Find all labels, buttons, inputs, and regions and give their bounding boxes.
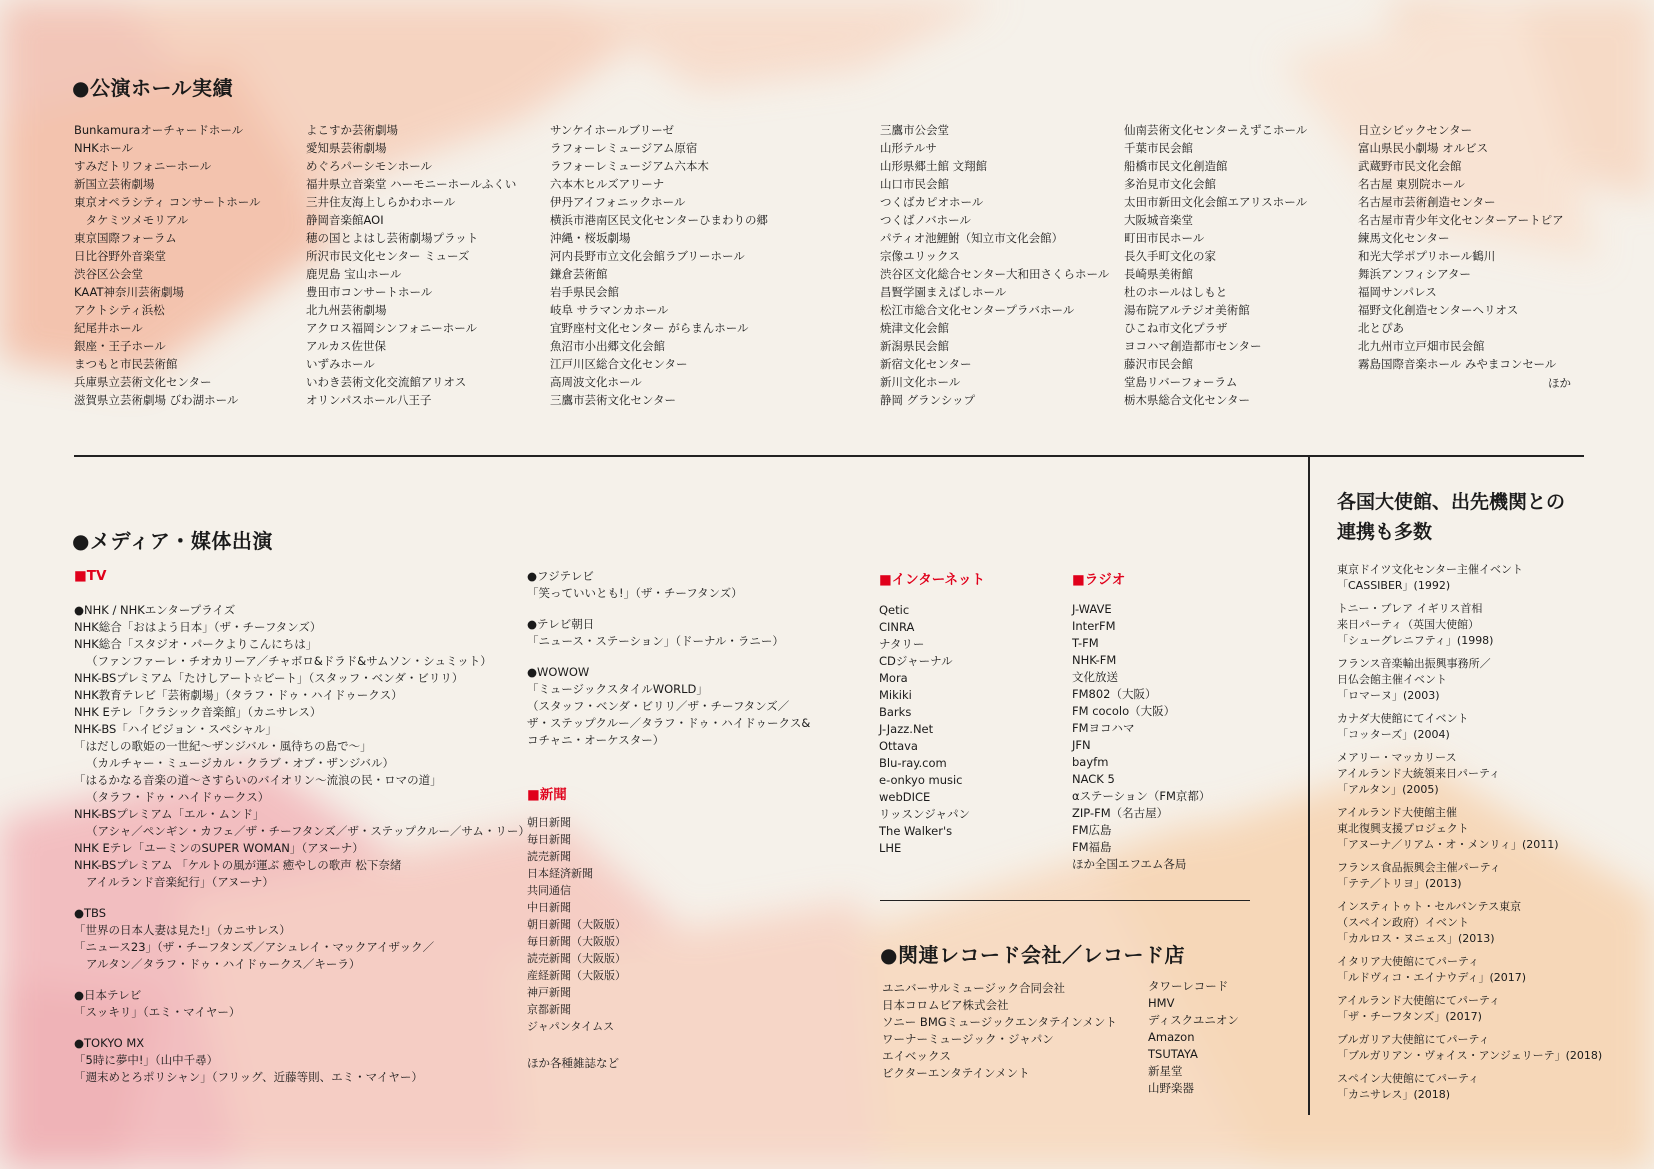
hall-name: 和光大学ポプリホール鶴川 — [1358, 249, 1496, 263]
hall-name: 兵庫県立芸術文化センター — [74, 375, 212, 389]
tv-list-2 — [527, 568, 810, 749]
hall-name: 山口市民会館 — [880, 177, 949, 191]
radio-station-name: bayfm — [1072, 755, 1109, 769]
tv-line: NHK Eテレ「クラシック音楽館」（カニサレス） — [74, 705, 322, 719]
hall-name: 高周波文化ホール — [550, 375, 642, 389]
embassy-entry-line: 「ザ・チーフタンズ」(2017) — [1337, 1010, 1482, 1023]
hall-name: ラフォーレミュージアム六本木 — [550, 159, 709, 173]
radio-station-name: J-WAVE — [1072, 602, 1112, 616]
embassy-entry — [1337, 954, 1602, 986]
record-section-title: ●関連レコード会社／レコード店 — [880, 943, 1185, 967]
newspaper-list — [527, 815, 626, 1036]
newspaper-name: 毎日新聞 — [527, 833, 571, 846]
section-divider — [74, 455, 1584, 457]
tv-line: ●日本テレビ — [74, 988, 142, 1002]
embassy-entry — [1337, 711, 1602, 743]
internet-media-name: リッスンジャパン — [879, 807, 971, 821]
embassy-entry-line: アイルランド大使館主催 — [1337, 806, 1458, 819]
embassy-title-line-2: 連携も多数 — [1337, 521, 1433, 543]
radio-station-name: JFN — [1072, 738, 1091, 752]
newspaper-name: 中日新聞 — [527, 901, 571, 914]
hall-name: 宜野座村文化センター がらまんホール — [550, 321, 749, 335]
tv-line: アイルランド音楽紀行」（アヌーナ） — [86, 875, 274, 889]
radio-station-name: NHK-FM — [1072, 653, 1117, 667]
embassy-entry — [1337, 1032, 1602, 1064]
hall-name: 福岡サンパレス — [1358, 285, 1437, 299]
hall-name: 松江市総合文化センタープラバホール — [880, 303, 1075, 317]
hall-name: 新潟県民会館 — [880, 339, 949, 353]
hall-name: 沖縄・桜坂劇場 — [550, 231, 631, 245]
record-label-name: ワーナーミュージック・ジャパン — [882, 1032, 1054, 1046]
hall-name: すみだトリフォニーホール — [74, 159, 212, 173]
hall-name: 長崎県美術館 — [1124, 267, 1193, 281]
embassy-title-line-1: 各国大使館、出先機関との — [1337, 491, 1566, 513]
newspaper-etc: ほか各種雑誌など — [527, 1056, 619, 1070]
record-shop-name: TSUTAYA — [1148, 1047, 1198, 1061]
hall-name: 武蔵野市民文化会館 — [1358, 159, 1462, 173]
hall-name: 北九州芸術劇場 — [306, 303, 387, 317]
tv-line: ●WOWOW — [527, 665, 590, 679]
internet-media-name: webDICE — [879, 790, 931, 804]
hall-name: 練馬文化センター — [1358, 231, 1450, 245]
record-shops-list — [1148, 979, 1239, 1098]
record-shop-name: Amazon — [1148, 1030, 1195, 1044]
newspaper-heading: ■新聞 — [527, 787, 567, 803]
embassy-entry-line: 「ブルガリアン・ヴォイス・アンジェリーテ」(2018) — [1337, 1049, 1603, 1062]
hall-name: 東京オペラシティ コンサートホール — [74, 195, 261, 209]
tv-line: NHK-BS「ハイビジョン・スペシャル」 — [74, 722, 277, 736]
record-shop-name: 山野楽器 — [1148, 1081, 1194, 1095]
hall-name: 栃木県総合文化センター — [1124, 393, 1251, 407]
tv-line: 「世界の日本人妻は見た!」（カニサレス） — [74, 923, 291, 937]
hall-name: 北とぴあ — [1358, 321, 1404, 335]
internet-media-name: Ottava — [879, 739, 918, 753]
radio-station-name: NACK 5 — [1072, 772, 1115, 786]
internet-media-name: ナタリー — [879, 637, 925, 651]
hall-name: 多治見市文化会館 — [1124, 177, 1216, 191]
tv-line: NHK総合「おはよう日本」（ザ・チーフタンズ） — [74, 620, 322, 634]
embassy-entry-line: 「ルドヴィコ・エイナウディ」(2017) — [1337, 971, 1527, 984]
embassy-entry-line: 「テテ／トリヨ」(2013) — [1337, 877, 1462, 890]
internet-list — [879, 602, 970, 857]
hall-name: オリンパスホール八王子 — [306, 393, 432, 407]
tv-line: ●NHK / NHKエンタープライズ — [74, 603, 236, 617]
hall-name: 所沢市民文化センター ミューズ — [306, 249, 470, 263]
embassy-divider — [1308, 455, 1310, 1115]
record-label-name: ユニバーサルミュージック合同会社 — [882, 981, 1065, 995]
hall-name: 名古屋市芸術創造センター — [1358, 195, 1496, 209]
embassy-entry-line: フランス音楽輸出振興事務所／ — [1337, 657, 1491, 670]
embassy-entry — [1337, 805, 1602, 853]
hall-name: KAAT神奈川芸術劇場 — [74, 285, 185, 299]
embassy-entry-line: インスティトゥト・セルバンテス東京 — [1337, 900, 1522, 913]
hall-section-title: ●公演ホール実績 — [72, 76, 234, 100]
internet-media-name: CDジャーナル — [879, 654, 953, 668]
embassy-entry-line: フランス食品振興会主催パーティ — [1337, 861, 1501, 874]
embassy-entry-line: （スペイン政府）イベント — [1337, 916, 1469, 929]
tv-line: ●テレビ朝日 — [527, 617, 595, 631]
newspaper-name: 毎日新聞（大阪版） — [527, 935, 626, 948]
hall-name: 焼津文化会館 — [880, 321, 949, 335]
embassy-entry — [1337, 750, 1602, 798]
hall-name: ヨコハマ創造都市センター — [1124, 339, 1262, 353]
hall-name: 三鷹市芸術文化センター — [550, 393, 677, 407]
hall-name: 新国立芸術劇場 — [74, 177, 155, 191]
hall-name: 豊田市コンサートホール — [306, 285, 433, 299]
hall-name: 東京国際フォーラム — [74, 231, 177, 245]
tv-line: （アシャ／ペンギン・カフェ／ザ・チーフタンズ／ザ・ステップクルー／サム・リー） — [86, 824, 530, 838]
tv-line — [527, 602, 810, 616]
embassy-entry — [1337, 601, 1602, 649]
internet-media-name: CINRA — [879, 620, 915, 634]
embassy-entry — [1337, 860, 1602, 892]
hall-name: 名古屋 東別院ホール — [1358, 177, 1465, 191]
hall-name: アルカス佐世保 — [306, 339, 387, 353]
hall-name: 町田市民ホール — [1124, 231, 1205, 245]
hall-name: 滋賀県立芸術劇場 びわ湖ホール — [74, 393, 239, 407]
tv-line: 「ニュース・ステーション」（ドーナル・ラニー） — [527, 634, 784, 648]
embassy-entry-line: 東北復興支援プロジェクト — [1337, 822, 1469, 835]
embassy-section-title — [1337, 487, 1565, 547]
tv-line: NHK-BSプレミアム「たけしアート☆ビート」（スタッフ・ベンダ・ビリリ） — [74, 671, 464, 685]
newspaper-name: 朝日新聞（大阪版） — [527, 918, 626, 931]
tv-line: （ファンファーレ・チオカリーア／チャボロ&ドラド&サムソン・シュミット） — [86, 654, 492, 668]
hall-name: いずみホール — [306, 357, 375, 371]
media-section-title: ●メディア・媒体出演 — [72, 529, 273, 553]
radio-station-name: ZIP-FM（名古屋） — [1072, 806, 1169, 820]
radio-station-name: 文化放送 — [1072, 670, 1118, 684]
embassy-entry-line: 「アルタン」(2005) — [1337, 783, 1439, 796]
tv-line: 「笑っていいとも!」（ザ・チーフタンズ） — [527, 586, 743, 600]
embassy-entry — [1337, 899, 1602, 947]
radio-station-name: FMヨコハマ — [1072, 721, 1135, 735]
hall-name: 昌賢学園まえばしホール — [880, 285, 1007, 299]
internet-media-name: The Walker's — [879, 824, 953, 838]
embassy-entry-line: アイルランド大統領来日パーティ — [1337, 767, 1501, 780]
embassy-entry-line: 来日パーティ（英国大使館） — [1337, 618, 1480, 631]
hall-name: 北九州市立戸畑市民会館 — [1358, 339, 1485, 353]
newspaper-name: 読売新聞（大阪版） — [527, 952, 626, 965]
hall-name: アクトシティ浜松 — [74, 303, 165, 317]
record-shop-name: HMV — [1148, 996, 1175, 1010]
hall-name: 新宿文化センター — [880, 357, 972, 371]
tv-line: アルタン／タラフ・ドゥ・ハイドゥークス／キーラ） — [86, 957, 361, 971]
hall-name: 杜のホールはしもと — [1124, 285, 1228, 299]
hall-name: 鹿児島 宝山ホール — [306, 267, 402, 281]
embassy-entry-line: スペイン大使館にてパーティ — [1337, 1072, 1480, 1085]
hall-name: 魚沼市小出郷文化会館 — [550, 339, 665, 353]
internet-media-name: e-onkyo music — [879, 773, 963, 787]
record-shop-name: ディスクユニオン — [1148, 1013, 1239, 1027]
tv-line: 「はだしの歌姫の一世紀～ザンジバル・風待ちの島で～」 — [74, 739, 372, 753]
embassy-list — [1337, 562, 1602, 1110]
tv-line: 「ミュージックスタイルWORLD」 — [527, 682, 708, 696]
hall-name: 渋谷区文化総合センター大和田さくらホール — [880, 267, 1110, 281]
hall-name: 千葉市民会館 — [1124, 141, 1193, 155]
hall-name: 船橋市民文化創造館 — [1124, 159, 1228, 173]
hall-name: 富山県民小劇場 オルビス — [1358, 141, 1489, 155]
embassy-entry — [1337, 562, 1602, 594]
hall-name: 日比谷野外音楽堂 — [74, 249, 166, 263]
tv-line — [74, 1021, 530, 1035]
internet-media-name: Mora — [879, 671, 908, 685]
hall-name: 新川文化ホール — [880, 375, 961, 389]
embassy-entry-line: 「カニサレス」(2018) — [1337, 1088, 1451, 1101]
radio-station-name: FM802（大阪） — [1072, 687, 1157, 701]
hall-name: 大阪城音楽堂 — [1124, 213, 1193, 227]
tv-line: 「はるかなる音楽の道～さすらいのバイオリン～流浪の民・ロマの道」 — [74, 773, 442, 787]
record-labels-list — [882, 979, 1117, 1081]
hall-name: 藤沢市民会館 — [1124, 357, 1193, 371]
tv-line — [74, 891, 530, 905]
hall-name: 太田市新田文化会館エアリスホール — [1124, 195, 1308, 209]
newspaper-name: 読売新聞 — [527, 850, 571, 863]
hall-name: NHKホール — [74, 141, 134, 155]
embassy-entry-line: メアリー・マッカリース — [1337, 751, 1457, 764]
hall-name: 六本木ヒルズアリーナ — [550, 177, 665, 191]
newspaper-name: 京都新聞 — [527, 1003, 571, 1016]
hall-name: つくばノバホール — [880, 213, 971, 227]
tv-line: 「週末めとろポリシャン」（フリッグ、近藤等則、エミ・マイヤー） — [74, 1070, 423, 1084]
tv-line: （カルチャー・ミュージカル・クラブ・オブ・ザンジバル） — [86, 756, 395, 770]
newspaper-name: 日本経済新聞 — [527, 867, 593, 880]
hall-name: 仙南芸術文化センターえずこホール — [1124, 123, 1308, 137]
tv-line — [74, 973, 530, 987]
record-shop-name: タワーレコード — [1148, 979, 1229, 993]
hall-name: 静岡音楽館AOI — [306, 213, 384, 227]
record-divider — [880, 900, 1250, 901]
newspaper-name: 共同通信 — [527, 884, 571, 897]
tv-line: ●TOKYO MX — [74, 1036, 145, 1050]
embassy-entry-line: ブルガリア大使館にてパーティ — [1337, 1033, 1490, 1046]
hall-name: サンケイホールブリーゼ — [550, 123, 674, 137]
hall-name: Bunkamuraオーチャードホール — [74, 123, 244, 137]
record-label-name: エイベックス — [882, 1049, 951, 1063]
embassy-entry — [1337, 1071, 1602, 1103]
radio-station-name: αステーション（FM京都） — [1072, 789, 1211, 803]
hall-name: 宗像ユリックス — [880, 249, 960, 263]
hall-column-6 — [1358, 121, 1564, 373]
hall-name: パティオ池鯉鮒（知立市文化会館） — [880, 231, 1064, 245]
internet-media-name: J-Jazz.Net — [879, 722, 934, 736]
hall-name: つくばカピオホール — [880, 195, 984, 209]
embassy-entry-line: 「CASSIBER」(1992) — [1337, 579, 1451, 592]
hall-name: 日立シビックセンター — [1358, 123, 1473, 137]
hall-name: タケミツメモリアル — [74, 213, 189, 227]
hall-name: 愛知県芸術劇場 — [306, 141, 387, 155]
hall-name: 静岡 グランシップ — [880, 393, 976, 407]
hall-name: 岐阜 サラマンカホール — [550, 303, 669, 317]
hall-column-5 — [1124, 121, 1307, 409]
hall-name: 河内長野市立文化会館ラブリーホール — [550, 249, 745, 263]
radio-list — [1072, 601, 1210, 873]
embassy-entry-line: カナダ大使館にてイベント — [1337, 712, 1469, 725]
hall-name: 鎌倉芸術館 — [550, 267, 608, 281]
hall-name: 紀尾井ホール — [74, 321, 143, 335]
embassy-entry-line: 東京ドイツ文化センター主催イベント — [1337, 563, 1524, 576]
hall-name: よこすか芸術劇場 — [306, 123, 398, 137]
tv-line: コチャニ・オーケスター） — [527, 733, 665, 747]
tv-line — [527, 650, 810, 664]
record-label-name: 日本コロムビア株式会社 — [882, 998, 1009, 1012]
internet-media-name: Qetic — [879, 603, 910, 617]
hall-name: 三井住友海上しらかわホール — [306, 195, 456, 209]
hall-name: 岩手県民会館 — [550, 285, 619, 299]
radio-station-name: FM広島 — [1072, 823, 1112, 837]
tv-line: NHK教育テレビ「芸術劇場」（タラフ・ドゥ・ハイドゥークス） — [74, 688, 403, 702]
hall-column-3 — [550, 121, 768, 409]
hall-name: ひこね市文化プラザ — [1124, 321, 1228, 335]
tv-line: （スタッフ・ベンダ・ビリリ／ザ・チーフタンズ／ — [527, 699, 790, 713]
hall-etc: ほか — [1548, 376, 1571, 390]
hall-name: 堂島リバーフォーラム — [1124, 375, 1238, 389]
radio-heading: ■ラジオ — [1072, 572, 1126, 588]
hall-name: 福井県立音楽堂 ハーモニーホールふくい — [306, 177, 517, 191]
radio-station-name: T-FM — [1072, 636, 1099, 650]
embassy-entry — [1337, 656, 1602, 704]
radio-station-name: FM福島 — [1072, 840, 1112, 854]
hall-name: 山形県郷土館 文翔館 — [880, 159, 988, 173]
internet-heading: ■インターネット — [879, 572, 986, 588]
tv-line: NHK総合「スタジオ・パークよりこんにちは」 — [74, 637, 318, 651]
hall-name: 山形テルサ — [880, 141, 937, 155]
hall-name: 舞浜アンフィシアター — [1358, 267, 1471, 281]
hall-name: 江戸川区総合文化センター — [550, 357, 688, 371]
embassy-entry-line: 「コッターズ」(2004) — [1337, 728, 1450, 741]
hall-column-2 — [306, 121, 516, 409]
hall-name: まつもと市民芸術館 — [74, 357, 178, 371]
hall-column-4 — [880, 121, 1109, 409]
newspaper-name: 神戸新聞 — [527, 986, 571, 999]
hall-name: 横浜市港南区民文化センターひまわりの郷 — [550, 213, 769, 227]
hall-name: 湯布院アルテジオ美術館 — [1124, 303, 1250, 317]
tv-line: NHK-BSプレミアム「エル・ムンド」 — [74, 807, 265, 821]
embassy-entry-line: 「ロマーヌ」(2003) — [1337, 689, 1440, 702]
hall-name: 伊丹アイフォニックホール — [550, 195, 686, 209]
tv-line: 「5時に夢中!」（山中千尋） — [74, 1053, 219, 1067]
newspaper-name: 産経新聞（大阪版） — [527, 969, 626, 982]
radio-station-name: ほか全国エフエム各局 — [1072, 857, 1187, 871]
tv-line: ザ・ステップクルー／タラフ・ドゥ・ハイドゥークス& — [527, 716, 811, 730]
hall-name: ラフォーレミュージアム原宿 — [550, 141, 698, 155]
hall-name: 銀座・王子ホール — [74, 339, 166, 353]
hall-name: 渋谷区公会堂 — [74, 267, 143, 281]
tv-line: NHK-BSプレミアム 「ケルトの風が運ぶ 癒やしの歌声 松下奈緒 — [74, 858, 402, 872]
embassy-entry-line: トニー・ブレア イギリス首相 — [1337, 602, 1483, 615]
tv-line: 「スッキリ」（エミ・マイヤー） — [74, 1005, 241, 1019]
radio-station-name: InterFM — [1072, 619, 1116, 633]
tv-list — [74, 602, 530, 1086]
tv-line: 「ニュース23」（ザ・チーフタンズ／アシュレイ・マックアイザック／ — [74, 940, 435, 954]
tv-line: ●フジテレビ — [527, 569, 594, 583]
internet-media-name: Blu-ray.com — [879, 756, 947, 770]
hall-name: アクロス福岡シンフォニーホール — [306, 321, 478, 335]
internet-media-name: Barks — [879, 705, 912, 719]
embassy-entry-line: アイルランド大使館にてパーティ — [1337, 994, 1501, 1007]
hall-name: 穂の国とよはし芸術劇場プラット — [306, 231, 479, 245]
hall-name: めぐろパーシモンホール — [306, 159, 433, 173]
tv-heading: ■TV — [74, 568, 107, 584]
embassy-entry-line: 「カルロス・ヌニェス」(2013) — [1337, 932, 1495, 945]
hall-name: 三鷹市公会堂 — [880, 123, 949, 137]
internet-media-name: Mikiki — [879, 688, 912, 702]
hall-column-1 — [74, 121, 261, 409]
embassy-entry-line: 「アヌーナ／リアム・オ・メンリィ」(2011) — [1337, 838, 1559, 851]
tv-line: NHK Eテレ「ユーミンのSUPER WOMAN」（アヌーナ） — [74, 841, 364, 855]
embassy-entry — [1337, 993, 1602, 1025]
embassy-entry-line: 「シューグレニフティ」(1998) — [1337, 634, 1494, 647]
tv-line: ●TBS — [74, 906, 107, 920]
embassy-entry-line: イタリア大使館にてパーティ — [1337, 955, 1480, 968]
newspaper-name: 朝日新聞 — [527, 816, 571, 829]
hall-name: 福野文化創造センターヘリオス — [1358, 303, 1519, 317]
hall-name: 霧島国際音楽ホール みやまコンセール — [1358, 357, 1557, 371]
record-label-name: ビクターエンタテインメント — [882, 1066, 1030, 1080]
embassy-entry-line: 日仏会館主催イベント — [1337, 673, 1447, 686]
hall-name: 名古屋市青少年文化センターアートピア — [1358, 213, 1564, 227]
hall-name: 長久手町文化の家 — [1124, 249, 1216, 263]
hall-name: いわき芸術文化交流館アリオス — [306, 375, 467, 389]
radio-station-name: FM cocolo（大阪） — [1072, 704, 1176, 718]
record-label-name: ソニー BMGミュージックエンタテインメント — [882, 1015, 1117, 1029]
newspaper-name: ジャパンタイムス — [527, 1020, 615, 1033]
record-shop-name: 新星堂 — [1148, 1064, 1183, 1078]
internet-media-name: LHE — [879, 841, 902, 855]
tv-line: （タラフ・ドゥ・ハイドゥークス） — [86, 790, 270, 804]
